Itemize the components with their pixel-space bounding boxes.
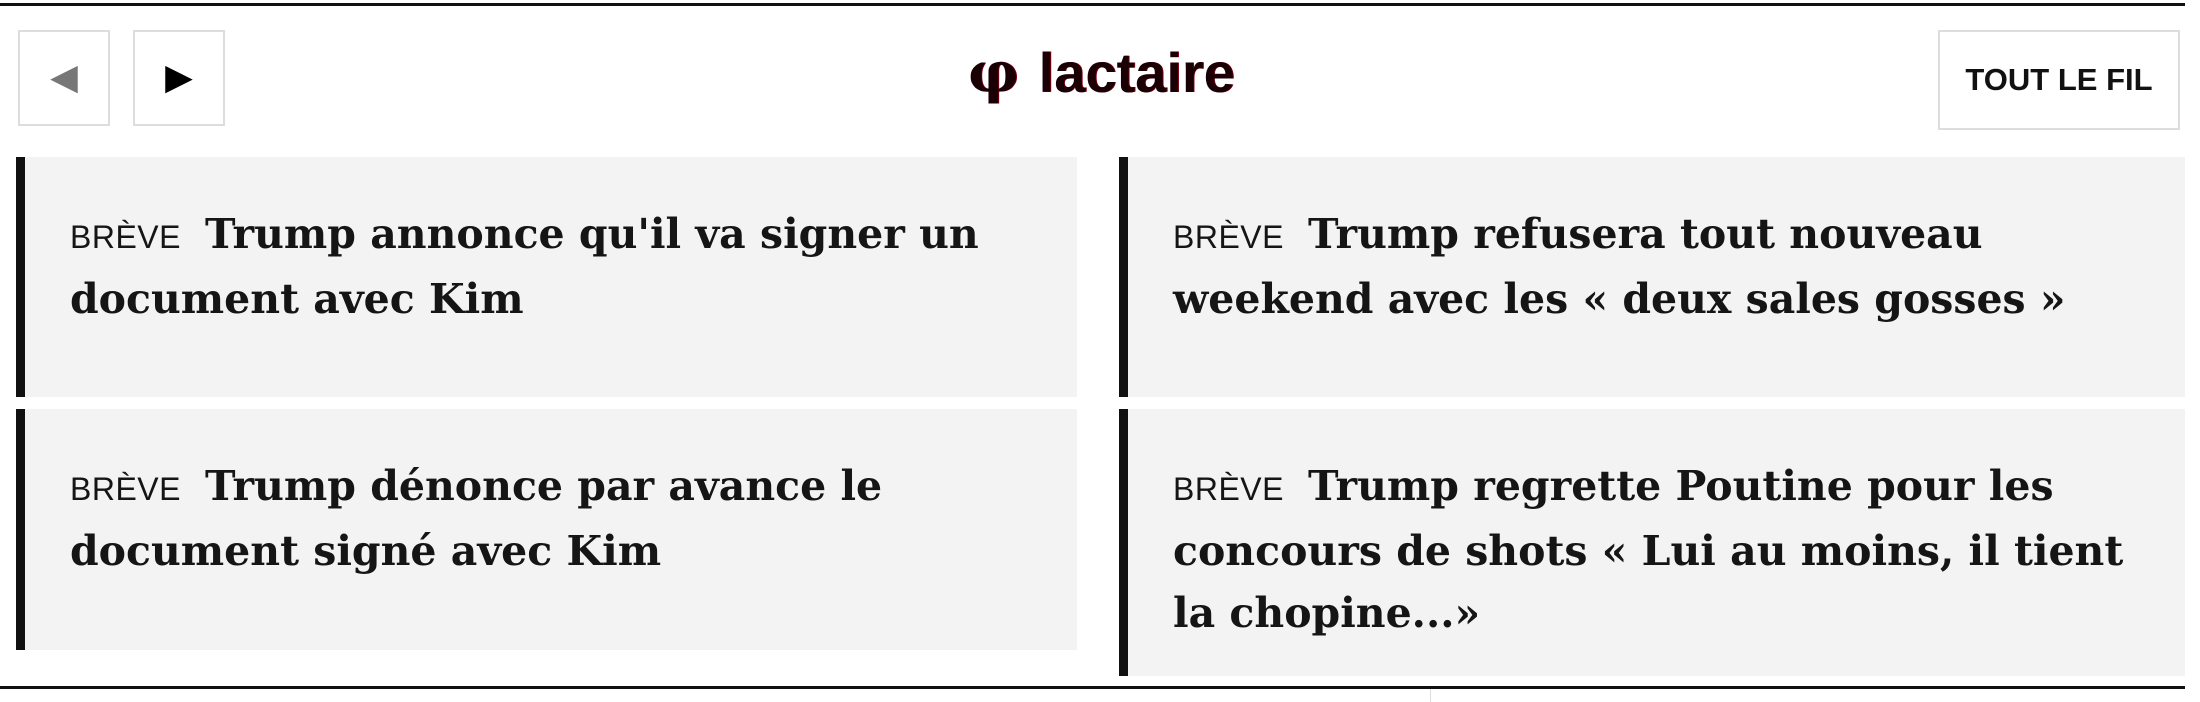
phi-logo-icon: φ [968, 40, 1019, 106]
card-accent-bar [16, 409, 25, 650]
card-kicker: BRÈVE [70, 471, 181, 507]
brand-logo[interactable] [968, 40, 1235, 106]
news-card[interactable] [1119, 157, 2185, 397]
card-kicker: BRÈVE [70, 219, 181, 255]
card-accent-bar [16, 157, 25, 397]
card-text [70, 203, 1047, 330]
previous-arrow-icon: ◀ [50, 57, 78, 98]
brand-name: lactaire [1038, 41, 1235, 104]
previous-button[interactable] [18, 30, 110, 126]
card-title[interactable]: Trump dénonce par avance le document signé avec Kim [70, 462, 883, 575]
next-arrow-icon: ▶ [165, 57, 193, 98]
all-news-button[interactable]: TOUT LE FIL [1938, 30, 2180, 130]
next-button[interactable] [133, 30, 225, 126]
top-divider [0, 3, 2185, 6]
card-accent-bar [1119, 157, 1128, 397]
news-card[interactable] [1119, 409, 2185, 676]
card-title[interactable]: Trump annonce qu'il va signer un document avec Kim [70, 210, 979, 323]
bottom-divider [0, 686, 2185, 689]
card-kicker: BRÈVE [1173, 471, 1284, 507]
card-title[interactable]: Trump regrette Poutine pour les concours de shots « Lui au moins, il tient la chopine...» [1173, 462, 2124, 637]
card-accent-bar [1119, 409, 1128, 676]
bottom-faint-divider [1430, 689, 1501, 702]
card-text [1173, 203, 2155, 330]
card-title[interactable]: Trump refusera tout nouveau weekend avec les « deux sales gosses » [1173, 210, 2066, 323]
card-text [1173, 455, 2155, 644]
card-text [70, 455, 1047, 582]
news-card[interactable] [16, 157, 1077, 397]
card-kicker: BRÈVE [1173, 219, 1284, 255]
news-card[interactable] [16, 409, 1077, 650]
